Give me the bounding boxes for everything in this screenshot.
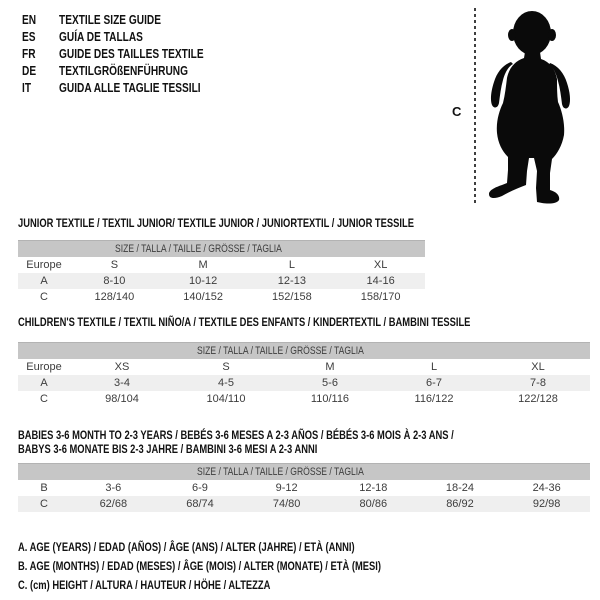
size-cell: 62/68 <box>70 496 157 512</box>
size-cell: 92/98 <box>503 496 590 512</box>
size-header-label: SIZE / TALLA / TAILLE / GRÖSSE / TAGLIA <box>197 345 364 357</box>
size-cell: 122/128 <box>518 393 558 405</box>
table-row <box>18 375 590 391</box>
language-code: DE <box>22 63 37 78</box>
table-row <box>18 289 425 305</box>
children-table-title <box>18 315 590 329</box>
language-title: GUIDA ALLE TAGLIE TESSILI <box>59 80 201 95</box>
babies-table-section <box>18 428 590 512</box>
language-code: IT <box>22 80 32 95</box>
size-cell: 12-18 <box>359 482 388 494</box>
row-label: Europe <box>26 361 62 373</box>
legend-line-c-text: C. (cm) HEIGHT / ALTURA / HAUTEUR / HÖHE / ALTEZZA <box>18 578 271 592</box>
size-cell: 3-6 <box>105 482 122 494</box>
language-title: TEXTILGRÖßENFÜHRUNG <box>59 63 189 78</box>
size-cell: 14-16 <box>336 273 425 289</box>
size-cell: 104/110 <box>206 393 246 405</box>
row-label: C <box>40 393 48 405</box>
height-measure-label: C <box>452 104 462 119</box>
language-row <box>22 28 244 45</box>
children-table-section <box>18 315 590 407</box>
size-cell: 86/92 <box>417 496 504 512</box>
size-cell: 5-6 <box>278 375 382 391</box>
size-cell: XS <box>114 361 130 373</box>
size-cell: 7-8 <box>486 375 590 391</box>
size-cell: S <box>222 361 230 373</box>
table-row <box>18 391 590 407</box>
language-code: ES <box>22 29 36 44</box>
baby-silhouette-icon <box>486 9 576 207</box>
size-cell: 18-24 <box>445 482 475 494</box>
size-cell: 128/140 <box>94 291 135 303</box>
junior-table-title <box>18 216 425 230</box>
size-cell: 9-12 <box>275 482 298 494</box>
size-cell: 10-12 <box>159 273 248 289</box>
size-cell: L <box>288 259 295 271</box>
children-table-title-text: CHILDREN'S TEXTILE / TEXTIL NIÑO/A / TEXTILE DES ENFANTS / KINDERTEXTIL / BAMBINI TESSILE <box>18 315 471 329</box>
language-row <box>22 45 244 62</box>
size-cell: 12-13 <box>248 273 337 289</box>
legend-line-a <box>18 538 483 557</box>
row-label: A <box>18 273 70 289</box>
height-dotted-line <box>474 8 476 206</box>
language-row <box>22 11 244 28</box>
language-row <box>22 62 244 79</box>
size-cell: 74/80 <box>243 496 330 512</box>
height-figure <box>440 0 600 215</box>
babies-table-title-line2: BABYS 3-6 MONATE BIS 2-3 JAHRE / BAMBINI 3-6 MESI A 2-3 ANNI <box>18 442 318 456</box>
size-header-row <box>18 343 590 360</box>
junior-table-title-text: JUNIOR TEXTILE / TEXTIL JUNIOR/ TEXTILE JUNIOR / JUNIORTEXTIL / JUNIOR TESSILE <box>18 216 414 230</box>
table-row <box>18 496 590 512</box>
language-title: GUÍA DE TALLAS <box>59 29 143 44</box>
legend-line-c <box>18 576 483 595</box>
legend-line-a-text: A. AGE (YEARS) / EDAD (AÑOS) / ÂGE (ANS) / ALTER (JAHRE) / ETÀ (ANNI) <box>18 540 355 554</box>
junior-table-section <box>18 216 425 305</box>
table-row <box>18 359 590 375</box>
size-cell: 8-10 <box>70 273 159 289</box>
size-cell: 116/122 <box>414 393 454 405</box>
table-row <box>18 480 590 496</box>
babies-table-title <box>18 428 590 456</box>
size-header-row <box>18 464 590 481</box>
children-size-table <box>18 342 590 407</box>
row-label: A <box>18 375 70 391</box>
size-cell: 80/86 <box>330 496 417 512</box>
size-cell: 110/116 <box>310 393 350 405</box>
language-title-list <box>22 11 244 96</box>
size-cell: XL <box>531 361 545 373</box>
table-row <box>18 257 425 273</box>
size-cell: 6-7 <box>382 375 486 391</box>
size-header-label: SIZE / TALLA / TAILLE / GRÖSSE / TAGLIA <box>197 466 364 478</box>
legend-line-b <box>18 557 483 576</box>
row-label: C <box>40 291 48 303</box>
size-cell: 158/170 <box>360 291 401 303</box>
size-cell: 6-9 <box>192 482 208 494</box>
language-row <box>22 79 244 96</box>
size-header-label: SIZE / TALLA / TAILLE / GRÖSSE / TAGLIA <box>114 243 282 255</box>
babies-size-table <box>18 463 590 512</box>
size-cell: 140/152 <box>183 291 223 303</box>
size-cell: 4-5 <box>174 375 278 391</box>
size-cell: S <box>110 259 119 271</box>
legend-line-b-text: B. AGE (MONTHS) / EDAD (MESES) / ÂGE (MOIS) / ALTER (MONATE) / ETÀ (MESI) <box>18 559 381 573</box>
size-cell: 24-36 <box>532 482 561 494</box>
language-code: FR <box>22 46 36 61</box>
size-cell: 98/104 <box>105 393 139 405</box>
junior-size-table <box>18 240 425 305</box>
row-label: B <box>40 482 48 494</box>
size-cell: 3-4 <box>70 375 174 391</box>
row-label: Europe <box>26 259 62 271</box>
measure-legend <box>18 538 483 595</box>
language-code: EN <box>22 12 37 27</box>
size-cell: L <box>430 361 438 373</box>
babies-table-title-line1: BABIES 3-6 MONTH TO 2-3 YEARS / BEBÉS 3-6 MESES A 2-3 AÑOS / BÉBÉS 3-6 MOIS À 2-3 ANS / <box>18 428 454 442</box>
size-cell: 152/158 <box>271 291 312 303</box>
table-row <box>18 273 425 289</box>
row-label: C <box>18 496 70 512</box>
size-cell: M <box>325 361 335 373</box>
language-title: TEXTILE SIZE GUIDE <box>59 12 161 27</box>
size-cell: 68/74 <box>157 496 244 512</box>
language-title: GUIDE DES TAILLES TEXTILE <box>59 46 204 61</box>
size-cell: XL <box>373 259 388 271</box>
size-header-row <box>18 241 425 258</box>
size-cell: M <box>198 259 208 271</box>
